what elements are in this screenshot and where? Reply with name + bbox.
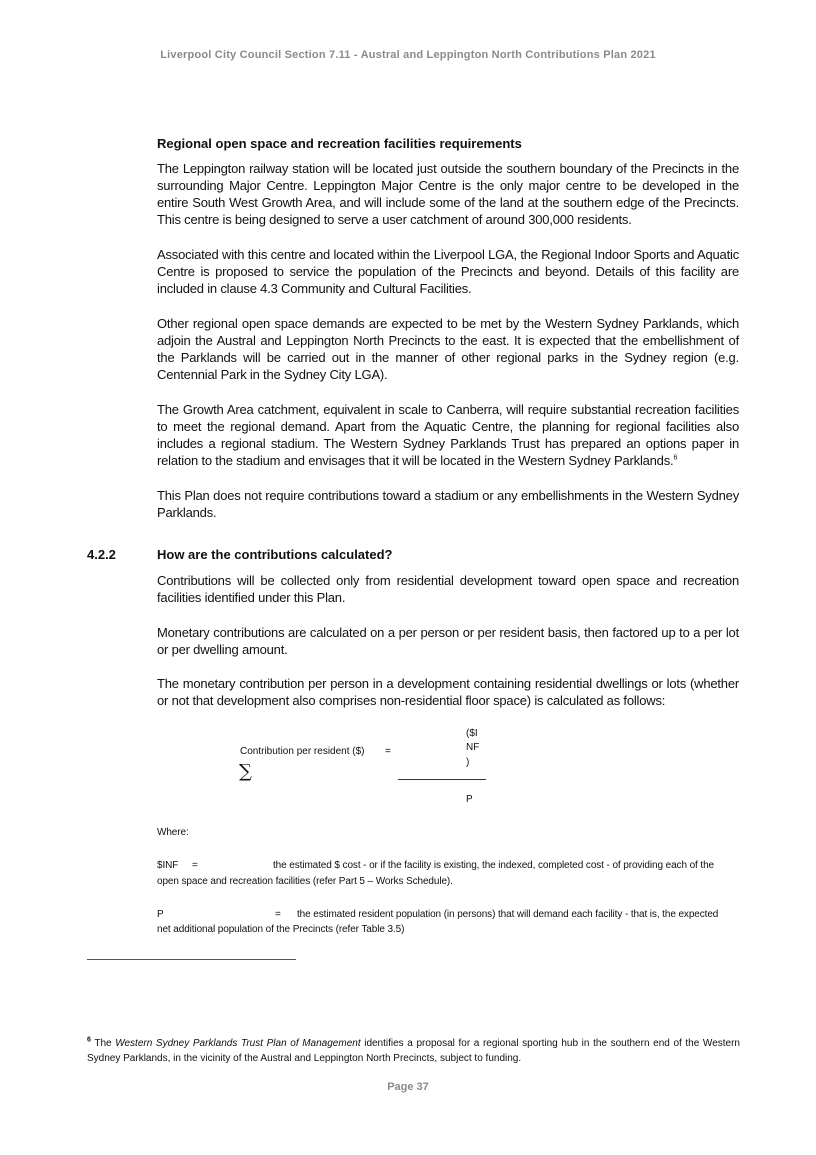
formula-equals: = xyxy=(385,746,391,757)
formula-lhs: Contribution per resident ($) xyxy=(240,746,365,757)
inf-equals: = xyxy=(192,860,198,871)
section-number: 4.2.2 xyxy=(87,547,116,562)
paragraph-aquatic-centre: Associated with this centre and located within the Liverpool LGA, the Regional Indoor Sports and Aquatic Centre is proposed to service the population of the Precincts and beyond. Details of this facility are included in clause 4.3 Community and Cultural Facilities. xyxy=(157,247,739,296)
p-equals: = xyxy=(275,909,281,920)
footnote-text-pre: The xyxy=(94,1038,116,1049)
paragraph-stadium: This Plan does not require contributions toward a stadium or any embellishments in the Western Sydney Parklands. xyxy=(157,488,739,520)
formula-fraction-bar xyxy=(398,779,486,780)
p-term: P xyxy=(157,909,164,920)
formula-numerator-3: ) xyxy=(466,757,470,768)
formula-numerator-2: NF xyxy=(466,742,480,753)
paragraph-per-person: The monetary contribution per person in a development containing residential dwellings or lots (whether or not that development also comprises non-residential floor space) is calculated as follows: xyxy=(157,676,739,708)
paragraph-western-sydney-parklands: Other regional open space demands are expected to be met by the Western Sydney Parklands, which adjoin the Austral and Leppington North Precincts to the east. It is expected that the embellishment of the Parklands will be carried out in the manner of other regional parks in the Sydney region (e.g. Centennial Park in the Sydney City LGA). xyxy=(157,316,739,382)
running-header: Liverpool City Council Section 7.11 - Austral and Leppington North Contributions Plan 2021 xyxy=(160,49,656,61)
footnote-reference: 6 xyxy=(673,454,678,462)
formula-sigma: ∑ xyxy=(239,761,252,782)
inf-definition-line-2: open space and recreation facilities (refer Part 5 – Works Schedule). xyxy=(157,876,453,887)
paragraph-growth-area xyxy=(157,401,739,469)
page-number: Page 37 xyxy=(387,1081,429,1093)
where-label: Where: xyxy=(157,827,189,838)
footnote-number: 6 xyxy=(87,1036,91,1044)
footnote-title: Western Sydney Parklands Trust Plan of Management xyxy=(115,1038,361,1049)
footnote-text-post: identifies a proposal for a regional sporting hub in the southern end of the Western Sydney Parklands, in the vicinity of the Austral and Leppington North Precincts, subject to funding. xyxy=(87,1038,740,1064)
paragraph-growth-area-text: The Growth Area catchment, equivalent in scale to Canberra, will require substantial recreation facilities to meet the regional demand. Apart from the Aquatic Centre, the planning for regional facilities also includes a regional stadium. The Western Sydney Parklands Trust has prepared an options paper in relation to the stadium and envisages that it will be located in the Western Sydney Parklands. xyxy=(157,402,739,468)
inf-term: $INF xyxy=(157,860,179,871)
p-definition-line-1: the estimated resident population (in persons) that will demand each facility - that is, the expected xyxy=(297,909,719,920)
footnote-6 xyxy=(87,1036,740,1066)
footnote-separator xyxy=(87,959,296,960)
section-heading: How are the contributions calculated? xyxy=(157,547,393,562)
paragraph-leppington-station: The Leppington railway station will be located just outside the southern boundary of the Precincts in the surrounding Major Centre. Leppington Major Centre is the only major centre to be developed in the entire South West Growth Area, and will include some of the land at the southern edge of the Precincts. This centre is being designed to serve a user catchment of around 300,000 residents. xyxy=(157,161,739,227)
p-definition-line-2: net additional population of the Precincts (refer Table 3.5) xyxy=(157,924,405,935)
subsection-heading: Regional open space and recreation facilities requirements xyxy=(157,136,522,151)
paragraph-monetary: Monetary contributions are calculated on a per person or per resident basis, then factored up to a per lot or per dwelling amount. xyxy=(157,625,739,657)
formula-numerator-1: ($I xyxy=(466,728,478,739)
formula-denominator: P xyxy=(466,794,473,805)
inf-definition-line-1: the estimated $ cost - or if the facility is existing, the indexed, completed cost - of providing each of the xyxy=(273,860,715,871)
paragraph-collection: Contributions will be collected only from residential development toward open space and recreation facilities identified under this Plan. xyxy=(157,573,739,605)
